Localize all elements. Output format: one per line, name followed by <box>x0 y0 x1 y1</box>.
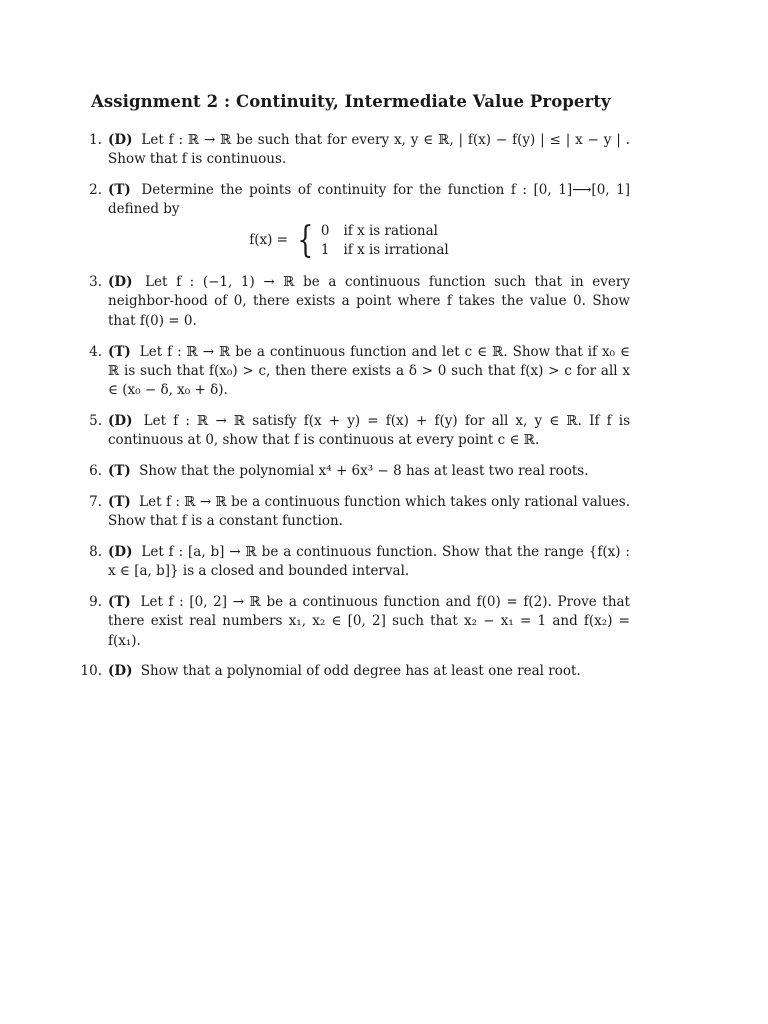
problem-tag: (D) <box>108 132 133 148</box>
problem-tag: (D) <box>108 663 133 680</box>
piecewise-definition <box>68 220 630 262</box>
problem-tag: (T) <box>108 493 131 510</box>
piecewise-cases <box>321 222 449 260</box>
problem-number: 7. <box>89 493 102 510</box>
problem-text: Determine the points of continuity for the function f : [0, 1]⟶[0, 1] defined by <box>108 182 630 218</box>
problem-item <box>78 273 630 331</box>
problem-item <box>78 343 630 401</box>
problem-number: 6. <box>89 463 102 480</box>
problem-item <box>78 412 630 451</box>
problem-number: 2. <box>89 182 102 199</box>
problem-text: Let f : ℝ → ℝ satisfy f(x + y) = f(x) + f(y) for all x, y ∈ ℝ. If f is continuous at 0, show that f is continuous at every point c ∈ ℝ. <box>108 412 630 449</box>
problem-number: 10. <box>80 663 102 680</box>
problem-item <box>78 593 630 651</box>
problem-item <box>78 543 630 582</box>
problem-number: 4. <box>89 343 102 360</box>
problem-tag: (D) <box>108 412 133 429</box>
problem-text: Let f : ℝ → ℝ be such that for every x, y ∈ ℝ, | f(x) − f(y) | ≤ | x − y | . Show that f is continuous. <box>108 132 630 168</box>
problem-item <box>78 462 630 481</box>
problem-item <box>78 131 630 170</box>
case-value: 1 <box>320 241 330 258</box>
assignment-title: Assignment 2 : Continuity, Intermediate Value Property <box>91 92 611 111</box>
problem-text: Let f : (−1, 1) → ℝ be a continuous function such that in every neighbor-hood of 0, there exists a point where f takes the value 0. Show that f(0) = 0. <box>108 274 630 329</box>
problem-tag: (T) <box>108 343 131 360</box>
problem-list <box>78 131 630 693</box>
problem-text: Let f : [0, 2] → ℝ be a continuous function and f(0) = f(2). Prove that there exist real numbers x₁, x₂ ∈ [0, 2] such that x₂ − x₁ = 1 and f(x₂) = f(x₁). <box>108 594 630 649</box>
problem-text: Show that the polynomial x⁴ + 6x³ − 8 has at least two real roots. <box>139 463 589 480</box>
problem-number: 8. <box>89 543 102 560</box>
problem-tag: (T) <box>108 182 131 199</box>
case-condition: if x is irrational <box>343 241 449 258</box>
problem-number: 1. <box>89 132 102 148</box>
piecewise-lhs: f(x) = <box>249 232 288 249</box>
problem-item <box>78 181 630 262</box>
problem-text: Let f : [a, b] → ℝ be a continuous function. Show that the range {f(x) : x ∈ [a, b]} is a closed and bounded interval. <box>108 543 630 580</box>
problem-text: Let f : ℝ → ℝ be a continuous function which takes only rational values. Show that f is a constant function. <box>108 493 630 530</box>
case-value: 0 <box>320 222 330 239</box>
problem-number: 9. <box>89 594 102 611</box>
problem-item <box>78 493 630 532</box>
problem-text: Show that a polynomial of odd degree has at least one real root. <box>140 663 581 680</box>
problem-text: Let f : ℝ → ℝ be a continuous function and let c ∈ ℝ. Show that if x₀ ∈ ℝ is such that f(x₀) > c, then there exists a δ > 0 such that f(x) > c for all x ∈ (x₀ − δ, x₀ + δ). <box>108 343 630 399</box>
problem-tag: (D) <box>108 274 133 291</box>
left-brace: { <box>297 219 314 261</box>
problem-tag: (T) <box>108 594 131 611</box>
problem-number: 5. <box>89 412 102 429</box>
case-condition: if x is rational <box>343 222 438 239</box>
problem-number: 3. <box>89 274 102 291</box>
problem-item <box>78 662 630 681</box>
problem-tag: (T) <box>108 463 131 480</box>
problem-tag: (D) <box>108 543 133 560</box>
